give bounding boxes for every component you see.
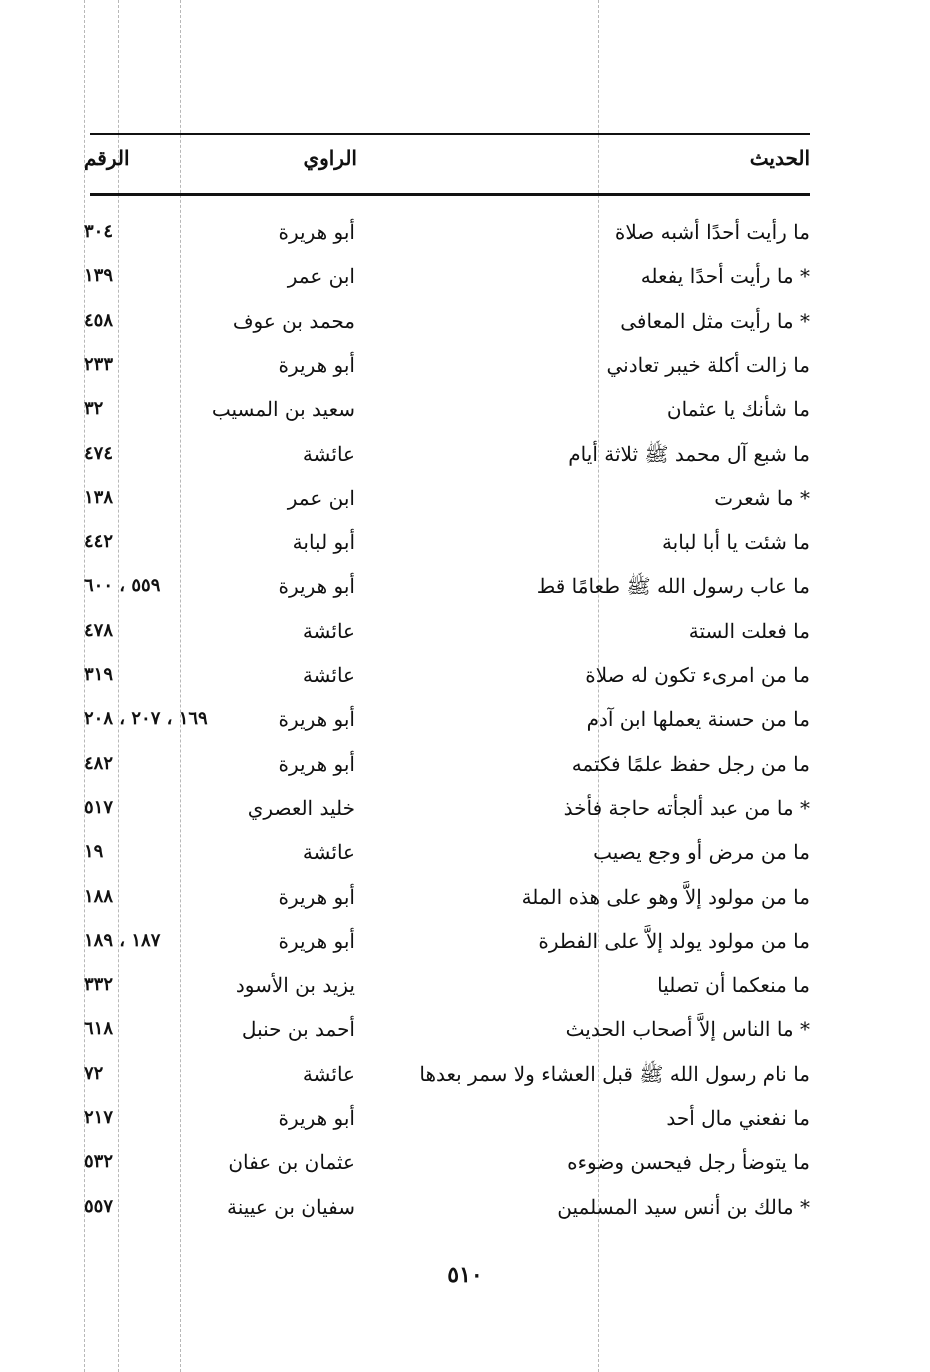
reference-number: ٦١٨ [84, 1018, 114, 1040]
reference-number: ٥٥٩ ، ٦٠٠ [84, 575, 161, 597]
hadith-text: ما من حسنة يعملها ابن آدم [586, 707, 810, 732]
table-row [0, 921, 930, 961]
hadith-text: * ما شعرت [714, 485, 810, 510]
top-rule [90, 133, 810, 135]
header-number: الرقم [84, 146, 130, 170]
narrator-name: عائشة [302, 1061, 355, 1086]
hadith-text: ما فعلت الستة [688, 618, 810, 643]
hadith-text: ما من امرىء تكون له صلاة [585, 663, 810, 687]
hadith-text: * مالك بن أنس سيد المسلمين [557, 1194, 810, 1219]
reference-number: ١٣٩ [84, 265, 114, 287]
table-row [0, 1009, 930, 1049]
hadith-text: ما رأيت أحدًا أشبه صلاة [614, 220, 810, 244]
narrator-name: أبو هريرة [278, 220, 355, 244]
table-row [0, 566, 930, 606]
narrator-name: ابن عمر [287, 264, 355, 289]
hadith-text: ما من مولود إلاَّ وهو على هذه الملة [521, 884, 810, 909]
hadith-text: ما منعكما أن تصليا [657, 973, 810, 998]
narrator-name: أبو هريرة [278, 928, 355, 953]
narrator-name: عائشة [302, 840, 355, 865]
reference-number: ٣٠٤ [84, 221, 114, 242]
table-row [0, 256, 930, 296]
reference-number: ١٦٩ ، ٢٠٧ ، ٢٠٨ [84, 708, 208, 730]
narrator-name: خليد العصري [247, 795, 355, 820]
reference-number: ٤٥٨ [84, 309, 114, 331]
reference-number: ٤٤٢ [84, 531, 114, 553]
table-row [0, 389, 930, 429]
table-row [0, 1054, 930, 1094]
narrator-name: أبو هريرة [278, 884, 355, 909]
narrator-name: أبو هريرة [278, 352, 355, 377]
reference-number: ١٨٧ ، ١٨٩ [84, 929, 161, 951]
table-row [0, 522, 930, 562]
narrator-name: أبو هريرة [278, 751, 355, 776]
reference-number: ٤٧٨ [84, 619, 114, 641]
narrator-name: عائشة [302, 618, 355, 643]
reference-number: ٤٧٤ [84, 442, 114, 464]
table-row [0, 1187, 930, 1227]
narrator-name: سفيان بن عيينة [227, 1194, 355, 1219]
narrator-name: يزيد بن الأسود [235, 973, 355, 998]
hadith-text: * ما رأيت أحدًا يفعله [640, 264, 810, 289]
narrator-name: أبو هريرة [278, 574, 355, 599]
narrator-name: أبو هريرة [278, 707, 355, 732]
hadith-text: ما نفعني مال أحد [666, 1106, 810, 1130]
reference-number: ٣٢ [84, 398, 104, 420]
narrator-name: أبو لبابة [292, 530, 355, 555]
table-row [0, 965, 930, 1005]
hadith-text: ما يتوضأ رجل فيحسن وضوءه [567, 1150, 810, 1175]
page-number: ٥١٠ [447, 1262, 483, 1288]
reference-number: ٥٥٧ [84, 1195, 114, 1217]
hadith-text: ما من مولود يولد إلاَّ على الفطرة [538, 928, 810, 953]
hadith-text: * ما من عبد ألجأته حاجة فأخذ [563, 795, 810, 820]
reference-number: ٧٢ [84, 1062, 104, 1084]
narrator-name: عائشة [302, 441, 355, 466]
table-row [0, 788, 930, 828]
header-rawi: الراوي [303, 146, 357, 170]
narrator-name: سعيد بن المسيب [211, 397, 355, 422]
reference-number: ٣٣٢ [84, 974, 114, 996]
table-row [0, 1098, 930, 1138]
hadith-text: ما شئت يا أبا لبابة [661, 530, 810, 555]
hadith-text: ما من رجل حفظ علمًا فكتمه [571, 751, 810, 776]
reference-number: ١٨٨ [84, 885, 114, 907]
reference-number: ٥٣٢ [84, 1151, 114, 1173]
reference-number: ٥١٧ [84, 796, 114, 818]
reference-number: ٢١٧ [84, 1107, 114, 1128]
hadith-text: * ما رأيت مثل المعافى [620, 308, 810, 333]
hadith-text: ما من مرض أو وجع يصيب [593, 840, 810, 865]
narrator-name: أبو هريرة [278, 1106, 355, 1130]
reference-number: ١٣٨ [84, 486, 114, 508]
reference-number: ١٩ [84, 841, 104, 863]
reference-number: ٣١٩ [84, 664, 114, 685]
hadith-text: ما زالت أكلة خيبر تعادني [606, 352, 810, 377]
hadith-text: ما شبع آل محمد ﷺ ثلاثة أيام [568, 441, 810, 466]
table-row [0, 611, 930, 651]
table-row [0, 301, 930, 341]
table-row [0, 699, 930, 739]
hadith-text: * ما الناس إلاَّ أصحاب الحديث [565, 1017, 810, 1042]
table-row [0, 832, 930, 872]
narrator-name: ابن عمر [287, 485, 355, 510]
header-hadith: الحديث [749, 146, 810, 170]
hadith-text: ما عاب رسول الله ﷺ طعامًا قط [536, 574, 810, 599]
table-row [0, 478, 930, 518]
table-row [0, 1142, 930, 1182]
reference-number: ٤٨٢ [84, 752, 114, 774]
table-row [0, 655, 930, 695]
header-rule [90, 193, 810, 196]
table-row [0, 212, 930, 252]
reference-number: ٢٣٣ [84, 353, 114, 375]
narrator-name: محمد بن عوف [232, 308, 355, 333]
table-row [0, 345, 930, 385]
hadith-text: ما شأنك يا عثمان [666, 397, 810, 422]
narrator-name: عثمان بن عفان [228, 1150, 355, 1175]
narrator-name: عائشة [302, 663, 355, 687]
narrator-name: أحمد بن حنبل [241, 1017, 355, 1042]
table-row [0, 744, 930, 784]
hadith-text: ما نام رسول الله ﷺ قبل العشاء ولا سمر بعدها [419, 1061, 810, 1086]
table-row [0, 434, 930, 474]
table-row [0, 877, 930, 917]
